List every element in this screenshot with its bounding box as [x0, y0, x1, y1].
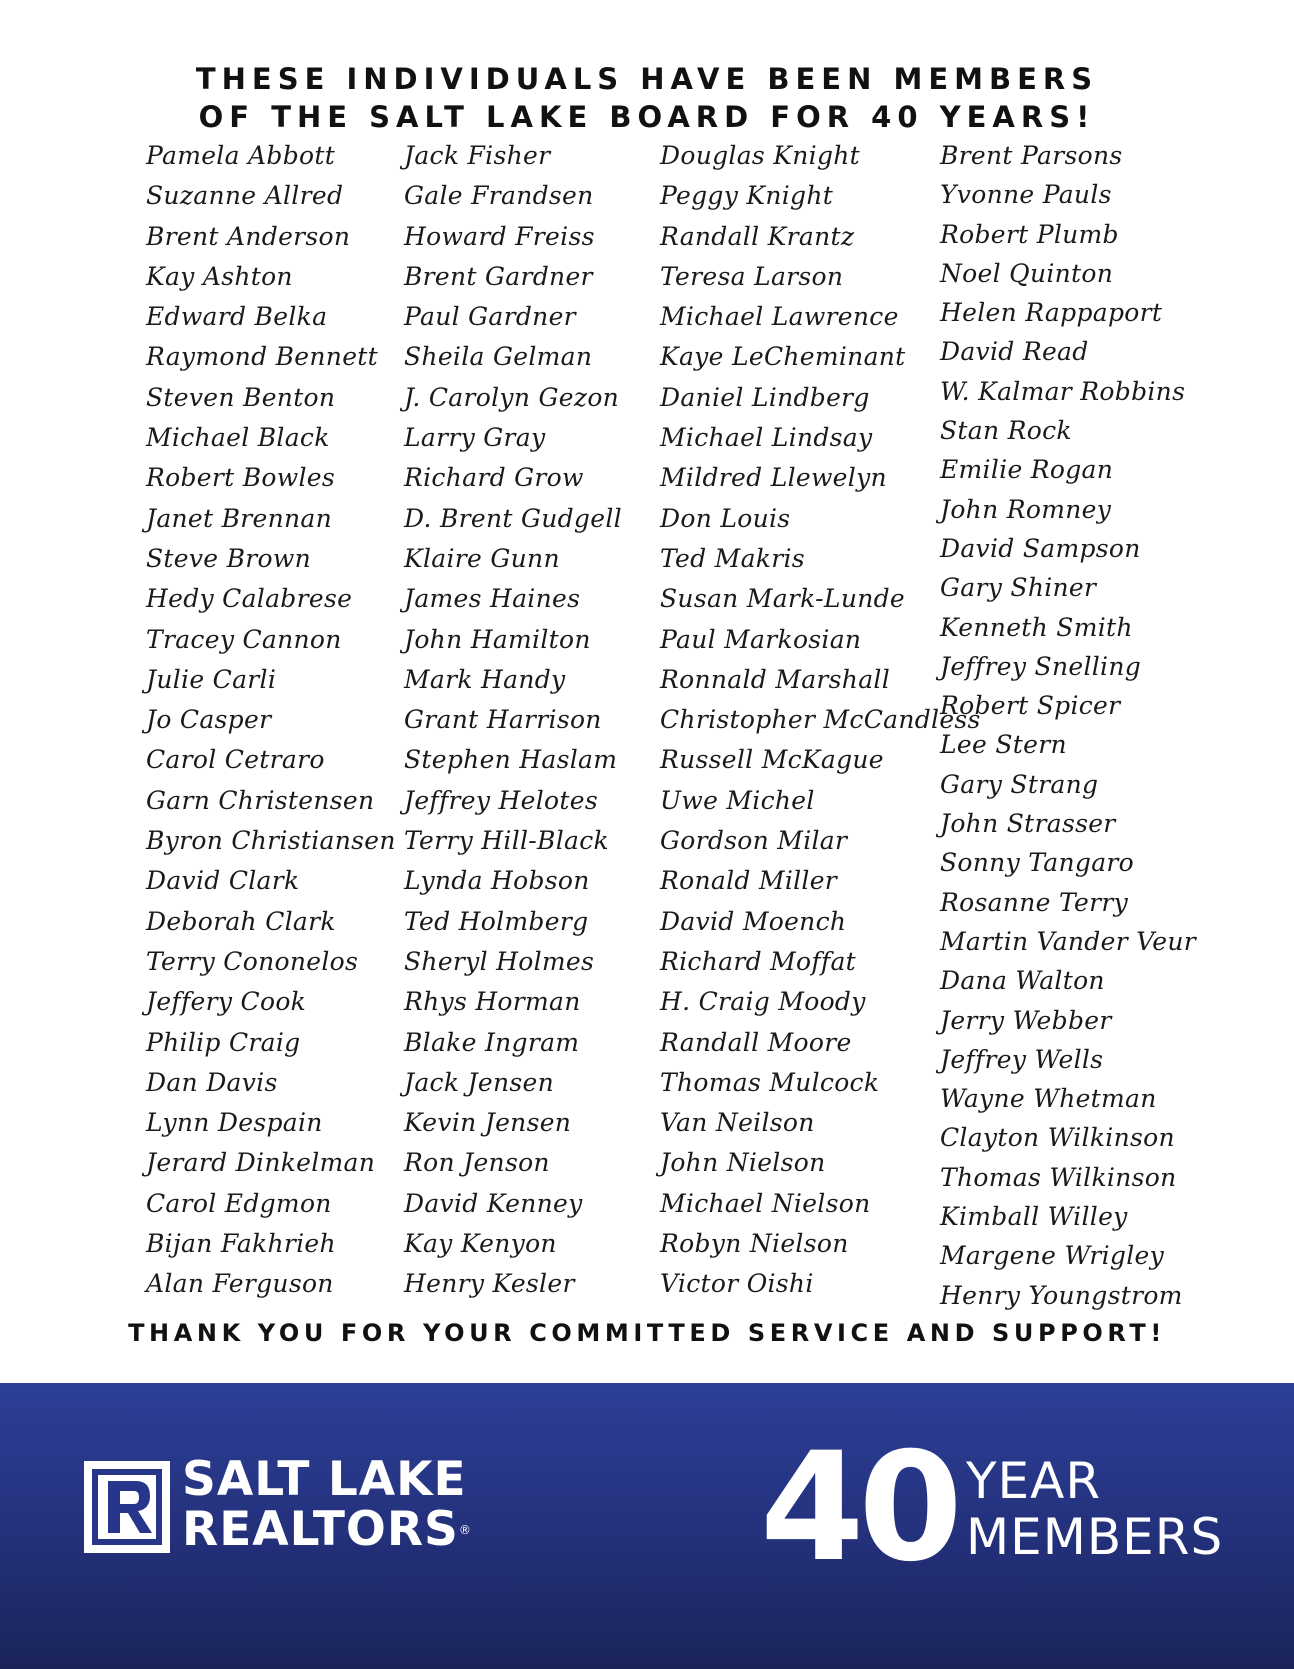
member-name: Sheryl Holmes [404, 946, 595, 976]
member-name: Douglas Knight [660, 141, 861, 170]
member-name: Gary Strang [940, 769, 1099, 799]
member-name: Pamela Abbott [146, 141, 336, 170]
member-names-list [0, 136, 1294, 1316]
member-name: Victor Oishi [660, 1269, 814, 1299]
member-name: Jerard Dinkelman [146, 1148, 376, 1178]
member-name: Terry Hill-Black [404, 826, 609, 856]
member-name: Kimball Willey [940, 1202, 1128, 1232]
member-name: Randall Moore [660, 1027, 852, 1057]
member-name: W. Kalmar Robbins [940, 376, 1186, 406]
member-name: Blake Ingram [404, 1027, 580, 1057]
member-name: Deborah Clark [146, 906, 336, 936]
member-name: Ronnald Marshall [660, 664, 891, 694]
brand-line-2: REALTORS [182, 1502, 459, 1557]
member-name: Jack Jensen [404, 1067, 554, 1097]
member-name: Grant Harrison [404, 705, 602, 735]
member-name: Sheila Gelman [404, 342, 593, 372]
member-name: Gary Shiner [940, 573, 1097, 603]
member-name: Dana Walton [940, 966, 1105, 996]
heading-line-2: OF THE SALT LAKE BOARD FOR 40 YEARS! [198, 100, 1096, 134]
year-members-label [966, 1453, 1223, 1565]
member-name: Lee Stern [940, 730, 1067, 760]
member-name: Thomas Mulcock [660, 1067, 880, 1097]
member-name: Noel Quinton [940, 258, 1114, 288]
member-name: Kaye LeCheminant [660, 342, 906, 372]
thank-you-message: THANK YOU FOR YOUR COMMITTED SERVICE AND SUPPORT! [128, 1319, 1166, 1347]
member-name: Richard Moffat [660, 946, 857, 976]
member-name: Carol Cetraro [146, 745, 325, 775]
member-name: Ted Makris [660, 543, 805, 573]
member-name: Kevin Jensen [404, 1108, 572, 1138]
member-name: Rosanne Terry [940, 887, 1129, 917]
member-name: Paul Markosian [660, 624, 862, 654]
member-name: Thomas Wilkinson [940, 1162, 1177, 1192]
member-name: John Nielson [660, 1148, 826, 1178]
member-name: Peggy Knight [660, 181, 834, 211]
member-name: James Haines [404, 584, 581, 614]
names-column-2 [404, 136, 666, 1305]
member-name: Suzanne Allred [146, 181, 344, 211]
member-name: Philip Craig [146, 1027, 301, 1057]
member-name: Paul Gardner [404, 302, 576, 332]
brand-line-1: SALT LAKE [182, 1452, 467, 1507]
member-name: Bijan Fakhrieh [146, 1229, 336, 1259]
names-column-4 [940, 136, 1202, 1315]
member-name: Ronald Miller [660, 866, 838, 896]
member-name: Lynda Hobson [404, 866, 590, 896]
member-name: Teresa Larson [660, 261, 844, 291]
member-name: Gordson Milar [660, 826, 848, 856]
member-name: John Romney [940, 494, 1112, 524]
member-name: Kenneth Smith [940, 612, 1133, 642]
member-name: Michael Lawrence [660, 302, 899, 332]
member-name: Emilie Rogan [940, 455, 1114, 485]
member-name: Robert Bowles [146, 463, 335, 493]
page-heading [0, 60, 1294, 136]
member-name: Robert Spicer [940, 691, 1121, 721]
member-name: Richard Grow [404, 463, 584, 493]
member-name: Edward Belka [146, 302, 328, 332]
member-name: Hedy Calabrese [146, 584, 353, 614]
member-name: David Read [940, 337, 1089, 367]
member-name: Julie Carli [146, 664, 277, 694]
year-label: YEAR [966, 1452, 1102, 1510]
member-name: Wayne Whetman [940, 1084, 1157, 1114]
member-name: Jack Fisher [404, 141, 551, 170]
brand-name [182, 1452, 472, 1557]
member-name: Terry Cononelos [146, 946, 359, 976]
member-name: Christopher McCandless [660, 705, 981, 735]
member-name: Michael Nielson [660, 1188, 871, 1218]
member-name: Uwe Michel [660, 785, 815, 815]
member-name: Michael Lindsay [660, 423, 873, 453]
member-name: Brent Gardner [404, 261, 593, 291]
member-name: Henry Kesler [404, 1269, 575, 1299]
member-name: Raymond Bennett [146, 342, 378, 372]
member-name: Jeffrey Snelling [940, 651, 1142, 681]
member-name: Daniel Lindberg [660, 382, 870, 412]
member-name: Howard Freiss [404, 221, 595, 251]
member-name: Brent Anderson [146, 221, 351, 251]
member-name: Dan Davis [146, 1067, 278, 1097]
member-name: Brent Parsons [940, 141, 1123, 170]
member-name: Margene Wrigley [940, 1241, 1165, 1271]
member-name: Rhys Horman [404, 987, 581, 1017]
member-name: David Moench [660, 906, 847, 936]
member-name: Michael Black [146, 423, 330, 453]
member-name: Gale Frandsen [404, 181, 594, 211]
member-name: Susan Mark-Lunde [660, 584, 906, 614]
member-name: Ted Holmberg [404, 906, 589, 936]
member-name: John Strasser [940, 809, 1116, 839]
member-name: Sonny Tangaro [940, 848, 1134, 878]
member-name: Steven Benton [146, 382, 336, 412]
member-name: Jeffery Cook [146, 987, 307, 1017]
heading-line-1: THESE INDIVIDUALS HAVE BEEN MEMBERS [195, 62, 1099, 96]
registered-mark: ® [458, 1523, 472, 1537]
member-name: Henry Youngstrom [940, 1280, 1183, 1310]
member-name: Jo Casper [146, 705, 272, 735]
member-name: Tracey Cannon [146, 624, 342, 654]
member-name: Helen Rappaport [940, 298, 1163, 328]
member-name: Lynn Despain [146, 1108, 323, 1138]
member-name: Steve Brown [146, 543, 312, 573]
big-40-number: 40 [760, 1421, 957, 1595]
member-name: J. Carolyn Gezon [404, 382, 620, 412]
member-name: David Clark [146, 866, 300, 896]
member-name: Stan Rock [940, 416, 1072, 446]
member-name: Jeffrey Wells [940, 1044, 1104, 1074]
member-name: Don Louis [660, 503, 791, 533]
names-column-1 [146, 136, 408, 1305]
names-column-3 [660, 136, 981, 1305]
member-name: Jerry Webber [940, 1005, 1112, 1035]
member-name: Mark Handy [404, 664, 566, 694]
member-name: Larry Gray [404, 423, 546, 453]
member-name: John Hamilton [404, 624, 591, 654]
member-name: Kay Ashton [146, 261, 293, 291]
member-name: Robyn Nielson [660, 1229, 849, 1259]
member-name: Garn Christensen [146, 785, 375, 815]
member-name: Robert Plumb [940, 219, 1119, 249]
member-name: Janet Brennan [146, 503, 333, 533]
members-label: MEMBERS [966, 1508, 1224, 1566]
member-name: Martin Vander Veur [940, 926, 1197, 956]
realtor-r-logo-icon [84, 1461, 170, 1553]
member-name: Carol Edgmon [146, 1188, 332, 1218]
member-name: Randall Krantz [660, 221, 855, 251]
member-name: Ron Jenson [404, 1148, 550, 1178]
member-name: Klaire Gunn [404, 543, 560, 573]
member-name: H. Craig Moody [660, 987, 866, 1017]
member-name: D. Brent Gudgell [404, 503, 622, 533]
member-name: Alan Ferguson [146, 1269, 334, 1299]
member-name: Byron Christiansen [146, 826, 396, 856]
member-name: Russell McKague [660, 745, 884, 775]
footer-banner [0, 1383, 1294, 1669]
member-name: Yvonne Pauls [940, 180, 1112, 210]
member-name: Clayton Wilkinson [940, 1123, 1175, 1153]
member-name: Mildred Llewelyn [660, 463, 887, 493]
member-name: Van Neilson [660, 1108, 815, 1138]
member-name: David Sampson [940, 533, 1141, 563]
member-name: Stephen Haslam [404, 745, 618, 775]
member-name: Jeffrey Helotes [404, 785, 598, 815]
member-name: David Kenney [404, 1188, 583, 1218]
member-name: Kay Kenyon [404, 1229, 557, 1259]
